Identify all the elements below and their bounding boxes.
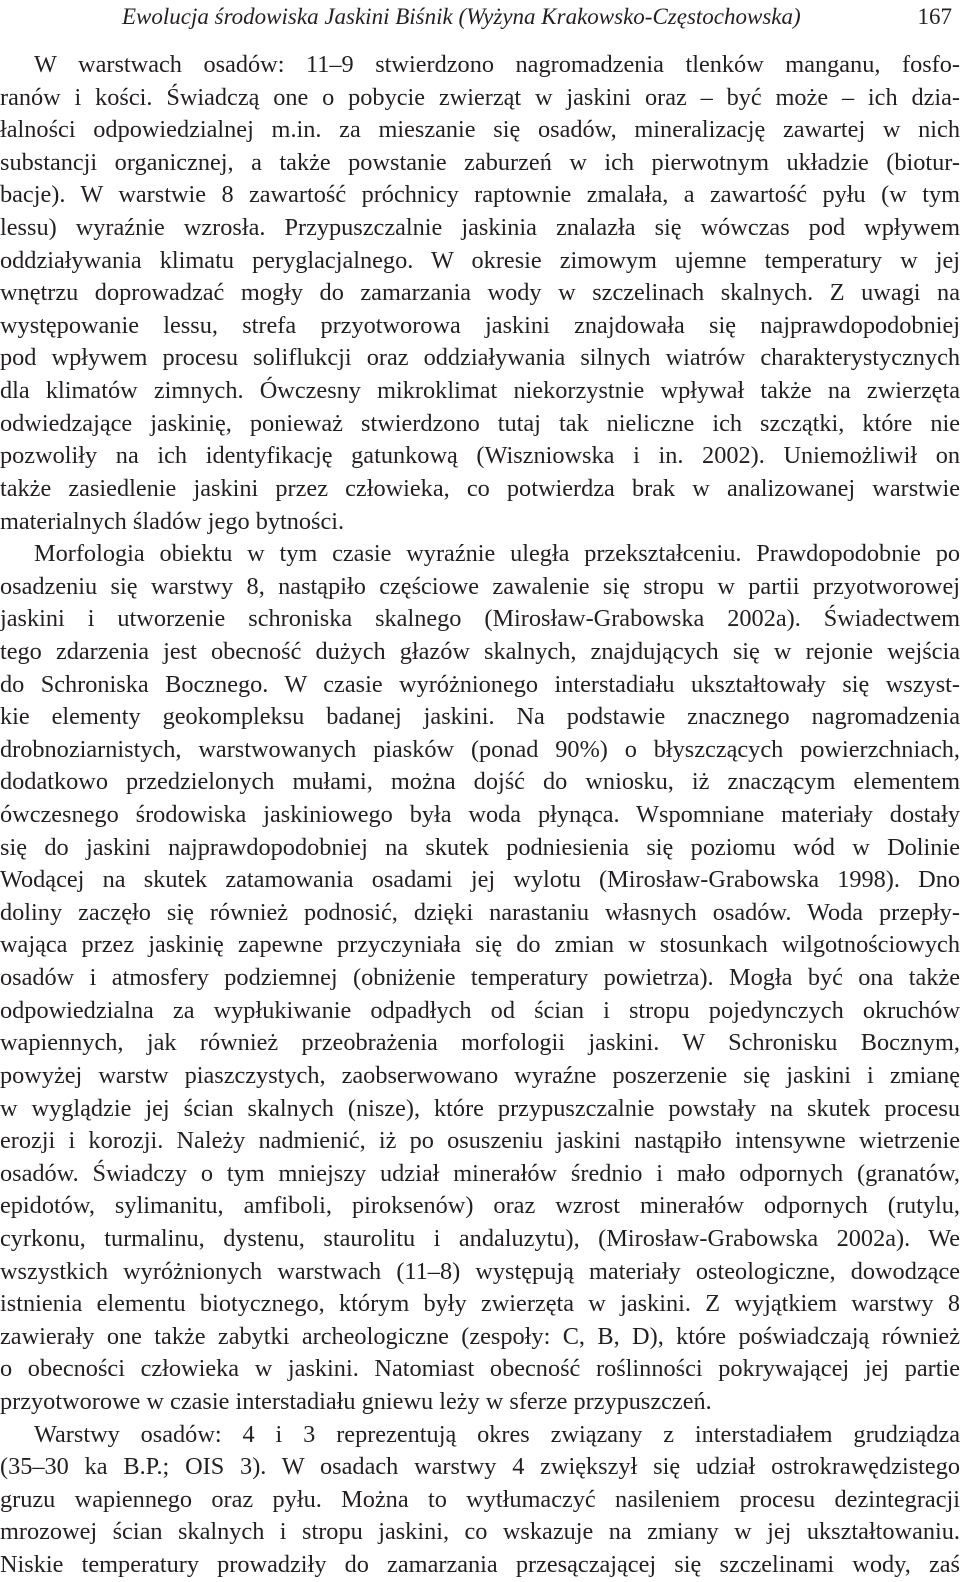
text-line: wapiennych, jak również przeobrażenia morfologii jaskini. W Schronisku Bocznym,: [0, 1029, 960, 1057]
text-line: dodatkowo przedzielonych mułami, można dojść do wniosku, iż znaczącym elementem: [0, 768, 960, 796]
text-line: mrozowej ścian skalnych i stropu jaskini, co wskazuje na zmiany w jej ukształtowaniu.: [0, 1518, 960, 1546]
text-line: W warstwach osadów: 11–9 stwierdzono nagromadzenia tlenków manganu, fosfo-: [34, 51, 960, 78]
text-line: jaskini i utworzenie schroniska skalnego (Mirosław-Grabowska 2002a). Świadectwem: [0, 605, 960, 633]
text-line: drobnoziarnistych, warstwowanych piasków (ponad 90%) o błyszczących powierzchniach,: [0, 735, 960, 763]
text-line: pod wpływem procesu soliflukcji oraz oddziaływania silnych wiatrów charakterystycznych: [0, 344, 960, 372]
text-line: łalności odpowiedzialnej m.in. za mieszanie się osadów, mineralizację zawartej w nich: [0, 116, 960, 144]
text-line: substancji organicznej, a także powstanie zaburzeń w ich pierwotnym układzie (biotur-: [0, 148, 960, 176]
running-head: [0, 0, 960, 40]
text-line: ranów i kości. Świadczą one o pobycie zwierząt w jaskini oraz – być może – ich dzia-: [0, 83, 960, 111]
text-line: przyotworowe w czasie interstadiału gniewu leży w sferze przypuszczeń.: [0, 1387, 712, 1415]
text-line: występowanie lessu, strefa przyotworowa jaskini znajdowała się najprawdopodobniej: [0, 311, 960, 339]
text-line: w wyglądzie jej ścian skalnych (nisze), które przypuszczalnie powstały na skutek procesu: [0, 1094, 960, 1122]
text-line: Warstwy osadów: 4 i 3 reprezentują okres związany z interstadiałem grudziądza: [34, 1420, 960, 1448]
text-line: odwiedzające jaskinię, ponieważ stwierdzono tutaj tak nieliczne ich szczątki, które nie: [0, 409, 960, 437]
text-line: wnętrzu doprowadzać mogły do zamarzania wody w szczelinach skalnych. Z uwagi na: [0, 279, 960, 307]
text-line: Morfologia obiektu w tym czasie wyraźnie uległa przekształceniu. Prawdopodobnie po: [34, 540, 960, 568]
text-line: Niskie temperatury prowadziły do zamarzania przesączającej się szczelinami wody, zaś: [0, 1551, 960, 1579]
text-line: odpowiedzialna za wypłukiwanie odpadłych od ścian i stropu pojedynczych okruchów: [0, 996, 960, 1024]
text-line: tego zdarzenia jest obecność dużych głazów skalnych, znajdujących się w rejonie wejścia: [0, 637, 960, 665]
text-line: istnienia elementu biotycznego, którym były zwierzęta w jaskini. Z wyjątkiem warstwy 8: [0, 1290, 960, 1318]
text-line: do Schroniska Bocznego. W czasie wyróżnionego interstadiału ukształtowały się wszyst-: [0, 670, 960, 698]
text-line: się do jaskini najprawdopodobniej na skutek podniesienia się poziomu wód w Dolinie: [0, 833, 960, 861]
text-line: zawierały one także zabytki archeologiczne (zespoły: C, B, D), które poświadczają również: [0, 1322, 960, 1350]
text-line: pozwoliły na ich identyfikację gatunkową (Wiszniowska i in. 2002). Uniemożliwił on: [0, 442, 960, 470]
text-line: gruzu wapiennego oraz pyłu. Można to wytłumaczyć nasileniem procesu dezintegracji: [0, 1485, 960, 1513]
text-line: wszystkich wyróżnionych warstwach (11–8) występują materiały osteologiczne, dowodzące: [0, 1257, 960, 1285]
running-title: Ewolucja środowiska Jaskini Biśnik (Wyżyna Krakowsko-Częstochowska): [122, 4, 801, 29]
text-line: (35–30 ka B.P.; OIS 3). W osadach warstwy 4 zwiększył się udział ostrokrawędzistego: [0, 1453, 960, 1481]
text-line: Wodącej na skutek zatamowania osadami jej wylotu (Mirosław-Grabowska 1998). Dno: [0, 866, 960, 894]
text-line: osadów. Świadczy o tym mniejszy udział minerałów średnio i mało odpornych (granatów,: [0, 1159, 960, 1187]
text-line: wająca przez jaskinię zapewne przyczyniała się do zmian w stosunkach wilgotnościowych: [0, 931, 960, 959]
text-line: osadów i atmosfery podziemnej (obniżenie temperatury powietrza). Mogła być ona także: [0, 964, 960, 992]
text-line: epidotów, sylimanitu, amfiboli, piroksenów) oraz wzrost minerałów odpornych (rutylu,: [0, 1192, 960, 1220]
text-line: o obecności człowieka w jaskini. Natomiast obecność roślinności pokrywającej jej partie: [0, 1355, 960, 1383]
text-line: osadzeniu się warstwy 8, nastąpiło częściowe zawalenie się stropu w partii przyotworowej: [0, 572, 960, 600]
text-line: doliny zaczęło się również podnosić, dzięki narastaniu własnych osadów. Woda przepły-: [0, 898, 960, 926]
page-number: 167: [917, 4, 952, 29]
text-line: cyrkonu, turmalinu, dystenu, staurolitu i andaluzytu), (Mirosław-Grabowska 2002a). We: [0, 1224, 960, 1252]
text-line: lessu) wyraźnie wzrosła. Przypuszczalnie jaskinia znalazła się wówczas pod wpływem: [0, 214, 960, 242]
text-line: bacje). W warstwie 8 zawartość próchnicy raptownie zmalała, a zawartość pyłu (w tym: [0, 181, 960, 209]
text-line: dla klimatów zimnych. Ówczesny mikroklimat niekorzystnie wpływał także na zwierzęta: [0, 377, 960, 405]
text-line: także zasiedlenie jaskini przez człowieka, co potwierdza brak w analizowanej warstwie: [0, 474, 960, 502]
text-line: kie elementy geokompleksu badanej jaskini. Na podstawie znacznego nagromadzenia: [0, 703, 960, 731]
body-text: [0, 49, 960, 1582]
text-line: powyżej warstw piaszczystych, zaobserwowano wyraźne poszerzenie się jaskini i zmianę: [0, 1061, 960, 1089]
text-line: materialnych śladów jego bytności.: [0, 507, 345, 535]
text-line: ówczesnego środowiska jaskiniowego była woda płynąca. Wspomniane materiały dostały: [0, 801, 960, 829]
text-line: erozji i korozji. Należy nadmienić, iż po osuszeniu jaskini nastąpiło intensywne wietrzenie: [0, 1127, 960, 1155]
text-line: oddziaływania klimatu peryglacjalnego. W okresie zimowym ujemne temperatury w jej: [0, 246, 960, 274]
